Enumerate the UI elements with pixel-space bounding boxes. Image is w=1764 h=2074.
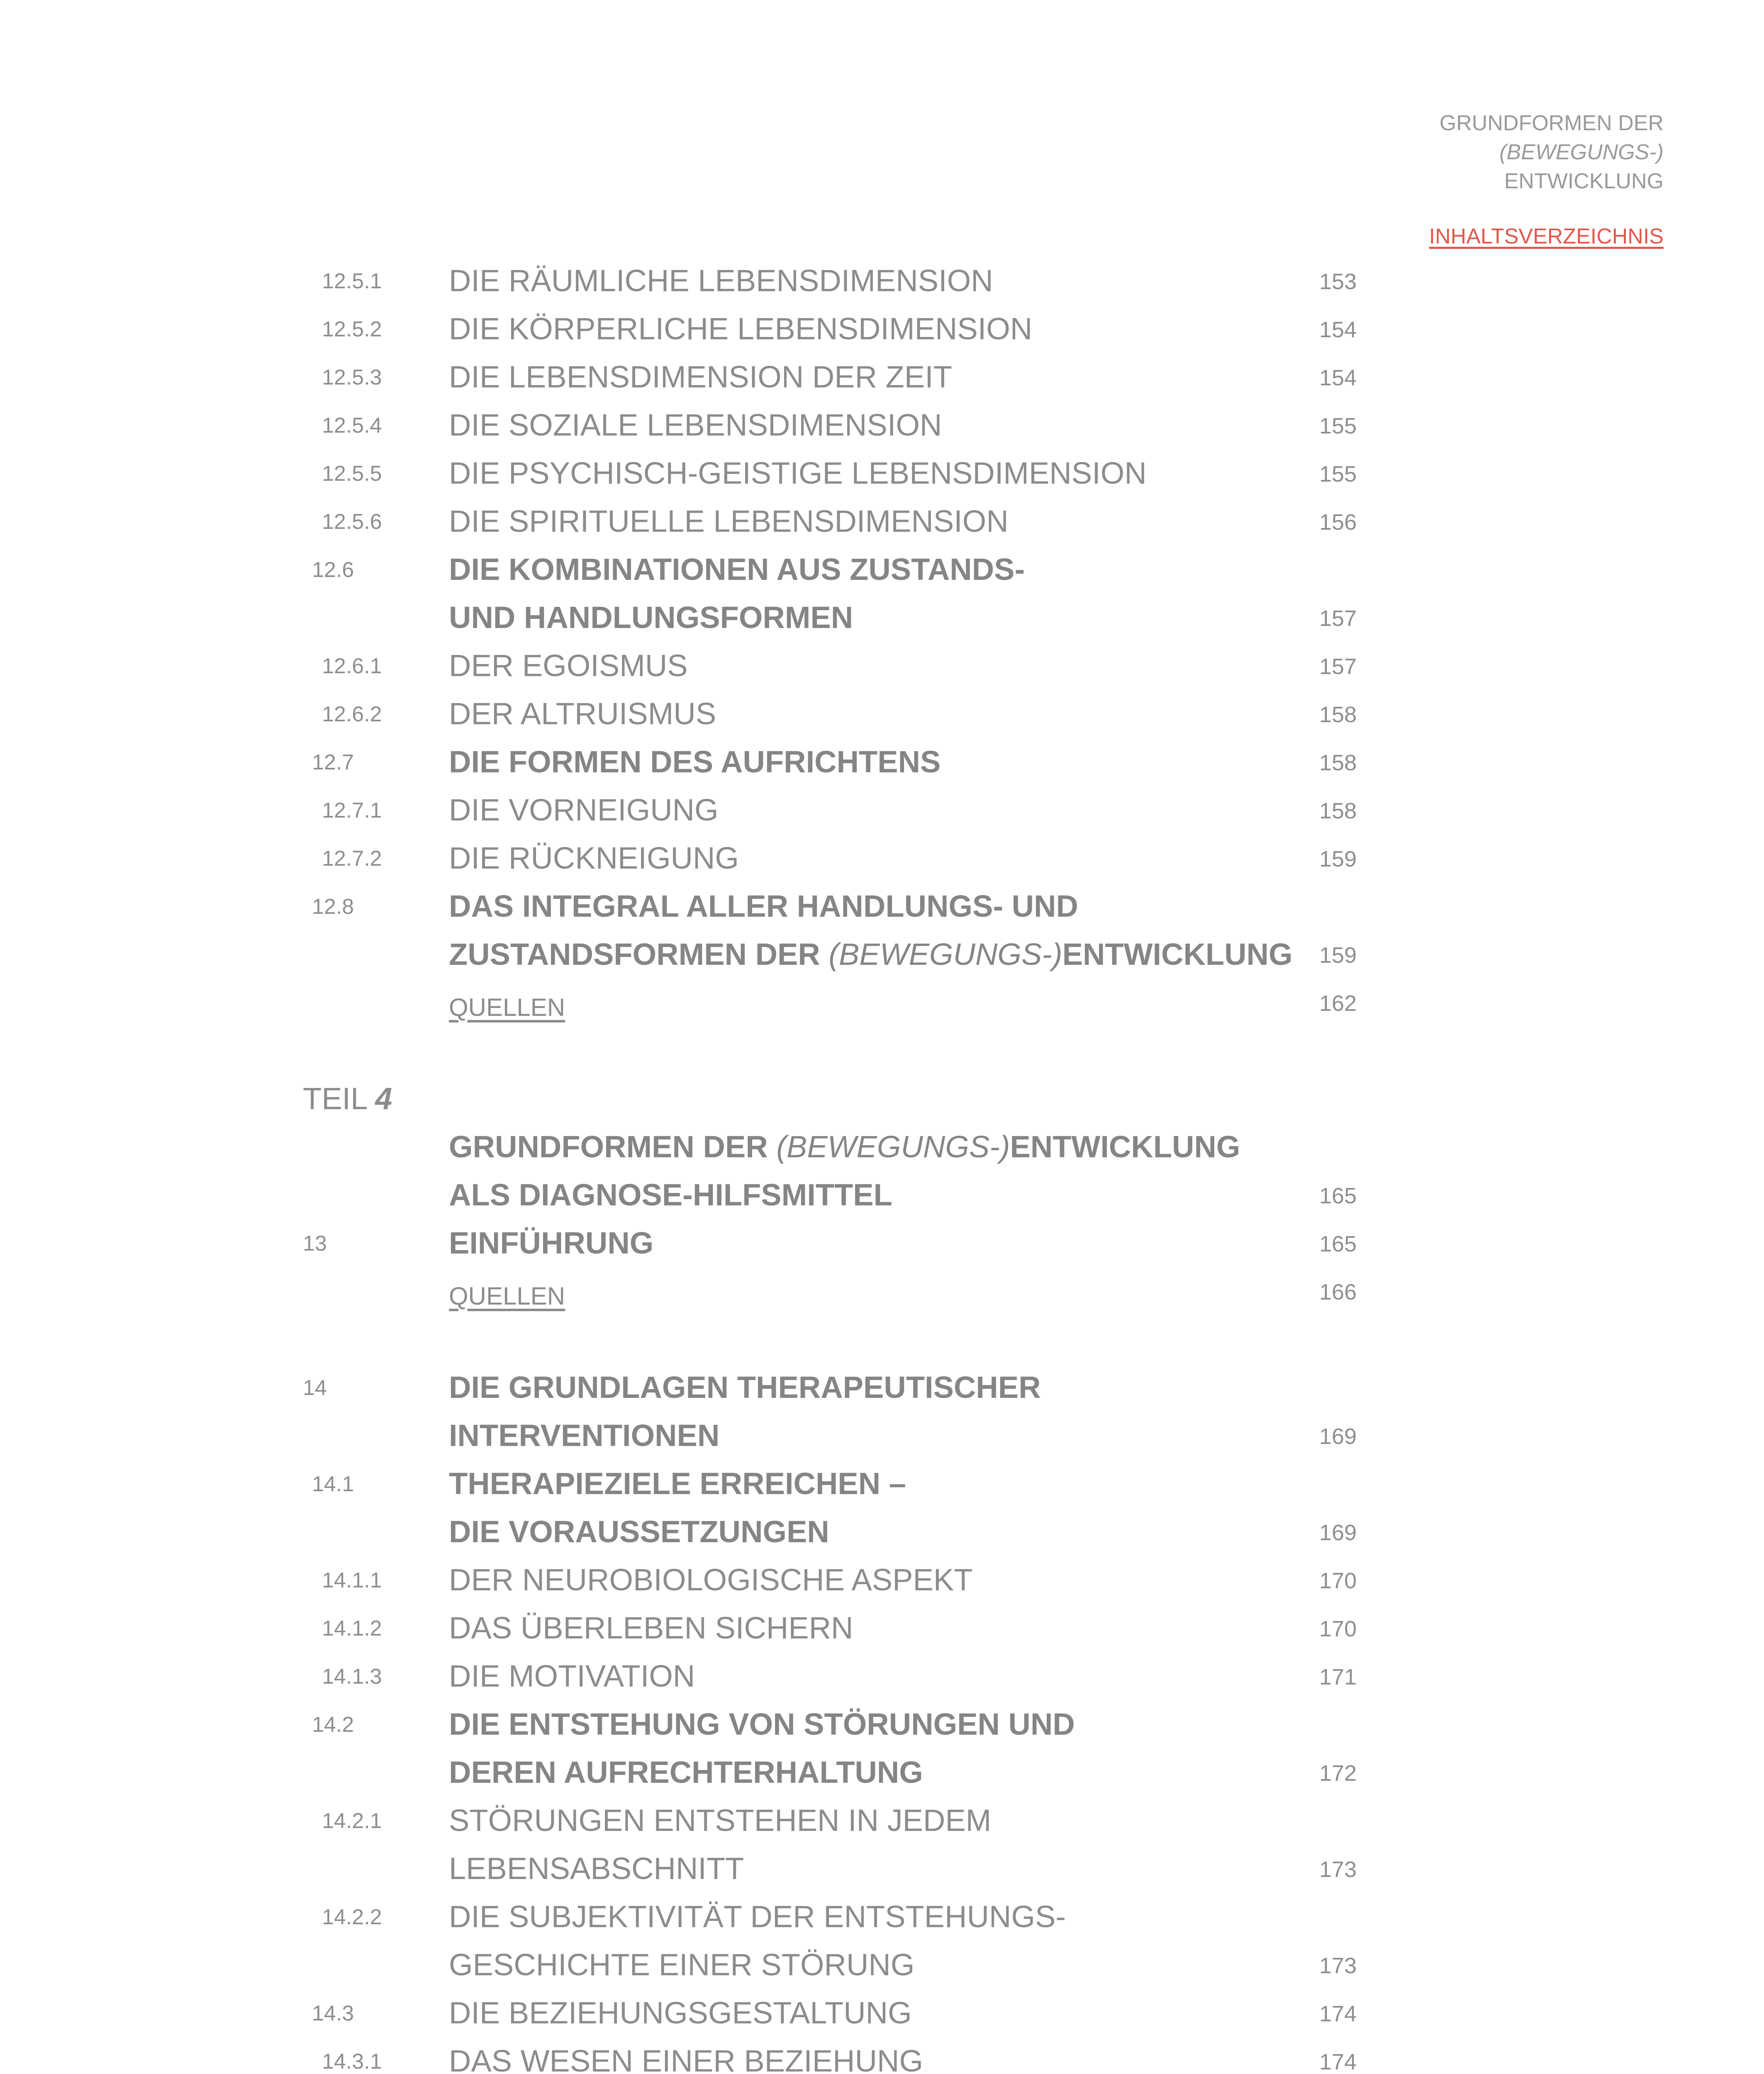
entry-title: GESCHICHTE EINER STÖRUNG	[449, 1947, 915, 1982]
entry-title: DIE MOTIVATION	[449, 1659, 695, 1693]
entry-page: 158	[1319, 750, 1357, 775]
toc-entry[interactable]	[0, 831, 1411, 879]
entry-number: 14.1.2	[322, 1616, 382, 1641]
entry-page: 169	[1319, 1424, 1357, 1449]
entry-number: 12.5.3	[322, 365, 382, 389]
toc-entry-sources[interactable]	[0, 1264, 1411, 1312]
entry-number: 14.3	[312, 2001, 354, 2025]
part-title-continuation[interactable]	[0, 1168, 1411, 1216]
entry-page: 159	[1319, 943, 1357, 968]
running-title-line1: GRUNDFORMEN DER	[1439, 111, 1664, 135]
toc-entry[interactable]	[0, 1601, 1411, 1649]
toc-entry[interactable]	[0, 783, 1411, 831]
toc-entry[interactable]	[0, 1216, 1411, 1264]
entry-number: 12.6	[312, 558, 354, 582]
entry-page: 173	[1319, 1857, 1357, 1882]
toc-entry[interactable]	[0, 446, 1411, 494]
toc-entry[interactable]	[0, 1890, 1411, 1938]
toc-entry[interactable]	[0, 1649, 1411, 1697]
entry-number: 14.2.2	[322, 1905, 382, 1929]
toc-entry-continuation[interactable]	[0, 591, 1411, 639]
entry-page: 155	[1319, 462, 1357, 487]
entry-number: 14.1	[312, 1472, 354, 1496]
table-of-contents-link[interactable]: INHALTSVERZEICHNIS	[1429, 224, 1664, 248]
entry-title: DIE BEZIEHUNGSGESTALTUNG	[449, 1996, 912, 2030]
entry-title: STÖRUNGEN ENTSTEHEN IN JEDEM	[449, 1803, 992, 1838]
entry-page: 173	[1319, 1953, 1357, 1978]
entry-page: 154	[1319, 365, 1357, 390]
entry-title: DAS ÜBERLEBEN SICHERN	[449, 1611, 853, 1645]
entry-number: 12.7	[312, 750, 354, 774]
running-title	[1440, 109, 1664, 196]
toc-entry-sources[interactable]	[0, 976, 1411, 1024]
entry-page: 157	[1319, 606, 1357, 631]
entry-page: 170	[1319, 1568, 1357, 1593]
toc-entry[interactable]	[0, 2034, 1411, 2074]
part-title-line2: ALS DIAGNOSE-HILFSMITTEL	[449, 1178, 892, 1212]
entry-page: 155	[1319, 414, 1357, 438]
entry-page: 158	[1319, 702, 1357, 727]
entry-number: 12.5.5	[322, 462, 382, 486]
entry-title: DIE SPIRITUELLE LEBENSDIMENSION	[449, 504, 1009, 538]
toc-entry-continuation[interactable]	[0, 1745, 1411, 1794]
entry-page: 154	[1319, 317, 1357, 342]
part-title-line1: GRUNDFORMEN DER (BEWEGUNGS-)ENTWICKLUNG	[449, 1130, 1240, 1164]
spacer	[0, 1312, 1411, 1361]
entry-page: 165	[1319, 1232, 1357, 1256]
toc-entry[interactable]	[0, 494, 1411, 543]
entry-number: 12.5.1	[322, 269, 382, 293]
toc-entry[interactable]	[0, 735, 1411, 783]
entry-page: 169	[1319, 1520, 1357, 1545]
entry-page: 174	[1319, 2001, 1357, 2026]
entry-title: DIE LEBENSDIMENSION DER ZEIT	[449, 360, 952, 394]
entry-page: 170	[1319, 1616, 1357, 1641]
entry-number: 12.5.4	[322, 414, 382, 438]
entry-title: DIE VORNEIGUNG	[449, 793, 719, 827]
entry-number: 12.7.1	[322, 798, 382, 823]
entry-title: DIE VORAUSSETZUNGEN	[449, 1514, 829, 1549]
toc-entry[interactable]	[0, 1697, 1411, 1745]
running-title-line3: ENTWICKLUNG	[1504, 169, 1664, 193]
spacer	[0, 1024, 1411, 1072]
entry-page: 156	[1319, 510, 1357, 535]
entry-title: INTERVENTIONEN	[449, 1418, 720, 1453]
toc-entry[interactable]	[0, 687, 1411, 735]
entry-number: 14.1.1	[322, 1568, 382, 1592]
toc-entry[interactable]	[0, 398, 1411, 446]
entry-number: 12.6.1	[322, 654, 382, 678]
entry-number: 12.6.2	[322, 702, 382, 726]
toc-entry-continuation[interactable]	[0, 1505, 1411, 1553]
entry-title: DIE RÜCKNEIGUNG	[449, 841, 739, 875]
entry-number: 12.5.6	[322, 510, 382, 534]
toc-entry[interactable]	[0, 639, 1411, 687]
entry-page: 162	[1319, 991, 1357, 1016]
entry-page: 158	[1319, 798, 1357, 823]
entry-title: LEBENSABSCHNITT	[449, 1851, 744, 1886]
entry-page: 172	[1319, 1761, 1357, 1786]
entry-title: DAS WESEN EINER BEZIEHUNG	[449, 2044, 923, 2074]
entry-title: UND HANDLUNGSFORMEN	[449, 600, 853, 635]
entry-title: DIE ENTSTEHUNG VON STÖRUNGEN UND	[449, 1707, 1075, 1741]
entry-title: THERAPIEZIELE ERREICHEN –	[449, 1466, 906, 1501]
toc-entry[interactable]	[0, 879, 1411, 927]
entry-title: DIE SUBJEKTIVITÄT DER ENTSTEHUNGS-	[449, 1899, 1066, 1934]
entry-title: DIE GRUNDLAGEN THERAPEUTISCHER	[449, 1370, 1041, 1405]
entry-title: DAS INTEGRAL ALLER HANDLUNGS- UND	[449, 889, 1078, 923]
part-label: TEIL 4	[303, 1081, 392, 1116]
entry-page: 174	[1319, 2050, 1357, 2074]
entry-title: DER ALTRUISMUS	[449, 696, 716, 731]
entry-page: 171	[1319, 1665, 1357, 1689]
running-title-line2: (BEWEGUNGS-)	[1499, 140, 1664, 164]
table-of-contents	[0, 254, 1411, 2074]
entry-number: 14	[303, 1376, 327, 1400]
entry-title: DIE KÖRPERLICHE LEBENSDIMENSION	[449, 312, 1033, 346]
toc-entry[interactable]	[0, 302, 1411, 350]
toc-entry[interactable]	[0, 1986, 1411, 2034]
toc-entry[interactable]	[0, 1553, 1411, 1601]
toc-entry[interactable]	[0, 1794, 1411, 1842]
entry-number: 12.5.2	[322, 317, 382, 341]
part-title[interactable]	[0, 1120, 1411, 1168]
entry-page: 159	[1319, 847, 1357, 871]
entry-title: DIE SOZIALE LEBENSDIMENSION	[449, 408, 942, 442]
toc-entry[interactable]	[0, 543, 1411, 591]
entry-number: 14.3.1	[322, 2050, 382, 2074]
entry-title: ZUSTANDSFORMEN DER (BEWEGUNGS-)ENTWICKLUNG	[449, 937, 1293, 971]
entry-title: DER EGOISMUS	[449, 648, 688, 683]
entry-page: 153	[1319, 269, 1357, 294]
sources-link[interactable]: QUELLEN	[449, 993, 565, 1021]
toc-entry[interactable]	[0, 254, 1411, 302]
entry-number: 14.2.1	[322, 1809, 382, 1833]
toc-entry[interactable]	[0, 350, 1411, 398]
entry-title: DER NEUROBIOLOGISCHE ASPEKT	[449, 1563, 973, 1597]
entry-page: 166	[1319, 1280, 1357, 1305]
sources-link[interactable]: QUELLEN	[449, 1282, 565, 1310]
toc-entry-continuation[interactable]	[0, 1409, 1411, 1457]
entry-number: 14.1.3	[322, 1665, 382, 1689]
entry-number: 12.7.2	[322, 847, 382, 871]
entry-title: DEREN AUFRECHTERHALTUNG	[449, 1755, 923, 1789]
entry-title: DIE RÄUMLICHE LEBENSDIMENSION	[449, 263, 993, 298]
toc-entry-continuation[interactable]	[0, 927, 1411, 976]
entry-title: DIE FORMEN DES AUFRICHTENS	[449, 745, 941, 779]
entry-number: 13	[303, 1232, 327, 1256]
toc-entry-continuation[interactable]	[0, 1842, 1411, 1890]
entry-title: DIE KOMBINATIONEN AUS ZUSTANDS-	[449, 552, 1025, 587]
entry-title: EINFÜHRUNG	[449, 1226, 654, 1260]
entry-page: 165	[1319, 1183, 1357, 1208]
toc-entry[interactable]	[0, 1361, 1411, 1409]
entry-title: DIE PSYCHISCH-GEISTIGE LEBENSDIMENSION	[449, 456, 1147, 490]
part-heading	[0, 1072, 1411, 1120]
toc-entry[interactable]	[0, 1457, 1411, 1505]
entry-number: 12.8	[312, 895, 354, 919]
entry-number: 14.2	[312, 1713, 354, 1737]
toc-entry-continuation[interactable]	[0, 1938, 1411, 1986]
entry-page: 157	[1319, 654, 1357, 679]
